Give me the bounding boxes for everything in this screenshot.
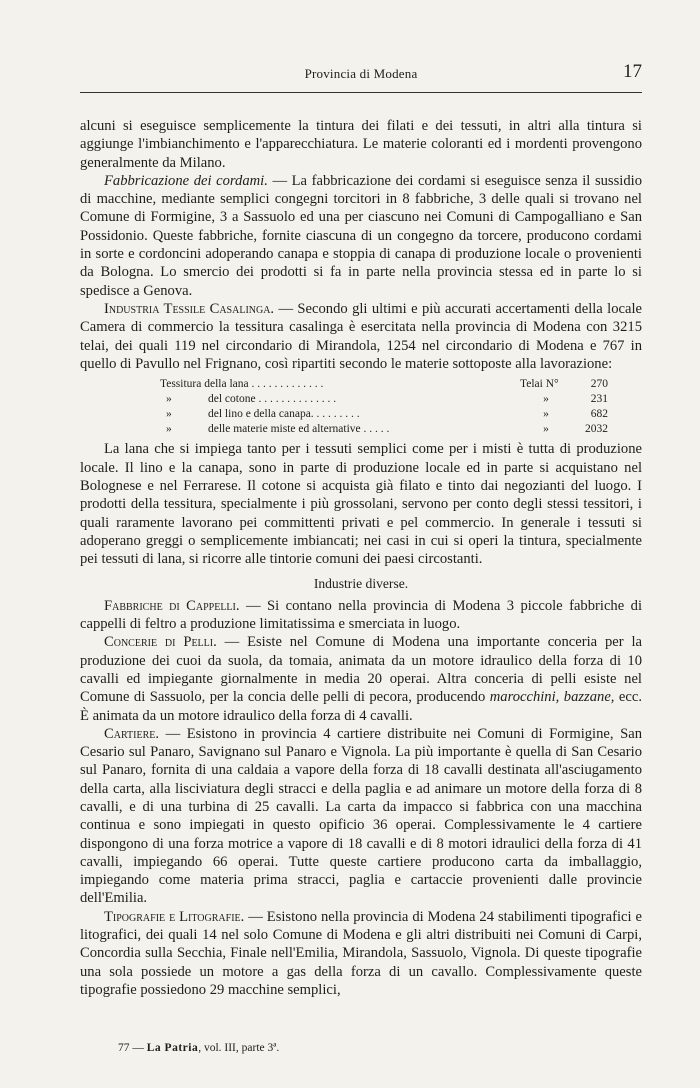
paragraph-heading: Concerie di Pelli. [104, 634, 217, 651]
table-row [160, 422, 608, 437]
paragraph-text: ecc. È animata da un motore idraulico della forza di 4 cavalli. [80, 689, 642, 724]
paragraph-heading: Industria Tessile Casalinga. [104, 300, 275, 317]
body-text [80, 117, 642, 999]
paragraph-tipografie [80, 908, 642, 999]
paragraph-heading: Tipografie e Litografie. [104, 908, 245, 925]
row-unit: Telai N° [520, 378, 559, 391]
paragraph-tessile-casalinga [80, 300, 642, 373]
paragraph-text: — Esistono nella provincia di Modena 24 stabilimenti tipografici e litografici, dei quali 14 nel solo Comune di Modena e gli altri distribuiti nei Comuni di Carpi, Concordia sulla Secchia, Finale nell'Emilia, Mirandola, Sassuolo, Vignola. Di queste tipografie una sola possiede un motore a gas della forza di un cavallo. Complessivamente queste tipografie possiedono 29 macchine semplici, [80, 908, 642, 998]
paragraph-text: — Secondo gli ultimi e più accurati accertamenti della locale Camera di commercio la tessitura casalinga è esercitata nella provincia di Modena con 3215 telai, dei quali 119 nel circondario di Mirandola, 1254 nel circondario di Modena e 767 in quello di Pavullo nel Frignano, così ripartiti secondo le materie sottoposte alla lavorazione: [80, 300, 642, 372]
row-value: 2032 [585, 422, 608, 435]
paragraph-text: La lana che si impiega tanto per i tessuti semplici come per i misti è tutta di produzione locale. Il lino e la canapa, sono in parte di produzione locale ed in parte si acquistano nel Bolognese e nel Ferrarese. Il cotone si acquista già filato e tinto dai negozianti del luogo. I prodotti della tessitura, specialmente i più grossolani, servono per conto degli stessi tessitori, i quali raramente lavorano pei committenti privati e pel commercio. In generale i tessuti si adoperano greggi o semplicemente imbiancati; nei casi in cui si operi la tintura, specialmente pei tessuti di lana, si ricorre alle tintorie comuni dei paesi circostanti. [80, 441, 642, 568]
row-label: » delle materie miste ed alternative . . . . . [160, 422, 520, 437]
paragraph-text: alcuni si eseguisce semplicemente la tintura dei filati e dei tessuti, in altri alla tintura si aggiunge l'imbianchimento e l'apparecchiatura. Le materie coloranti ed i mordenti provengono generalmente da Milano. [80, 118, 642, 171]
paragraph-cordami [80, 172, 642, 300]
running-title: Provincia di Modena [304, 66, 418, 81]
table-row [160, 407, 608, 422]
row-value: 231 [590, 392, 608, 405]
publication-title: La Patria [146, 1042, 199, 1054]
paragraph-heading: Fabbricazione dei cordami. [104, 172, 268, 189]
ditto-mark: » [166, 392, 172, 405]
paragraph-tintura [80, 117, 642, 172]
page-footer [118, 1042, 279, 1054]
row-value: 270 [590, 378, 608, 391]
section-title: Industrie diverse. [313, 576, 409, 592]
row-value: 682 [590, 407, 608, 420]
paragraph-heading: Fabbriche di Cappelli. [104, 597, 240, 614]
row-label: Tessitura della lana . . . . . . . . . . . . . [160, 378, 324, 391]
row-label: » del lino e della canapa. . . . . . . . . [160, 407, 520, 422]
paragraph-text: — Esiste nel Comune di Modena una importante conceria per la produzione dei cuoi da suola, da tomaia, animata da un motore idraulico della forza di 10 cavalli ed impiegante giornalmente in media 20 operai. Altra conceria di pelli esiste nel Comune di Sassuolo, per la concia delle pelli di pecora, producendo [80, 634, 642, 706]
table-row [160, 377, 608, 392]
paragraph-italic: marocchini, bazzane, [489, 689, 615, 706]
volume-info: , vol. III, parte 3ª. [198, 1042, 280, 1054]
ditto-mark: » [166, 407, 172, 420]
page-header [80, 62, 642, 93]
ditto-mark: » [166, 422, 172, 435]
paragraph-cartiere [80, 725, 642, 908]
signature-mark: 77 — [118, 1042, 144, 1054]
row-unit: » [543, 392, 549, 405]
paragraph-text: — La fabbricazione dei cordami si eseguisce senza il sussidio di macchine, mediante semplici congegni torcitori in 8 fabbriche, 3 delle quali si trovano nel Comune di Formigine, 3 a Sassuolo ed una per ciascuno nei Comuni di Campogalliano e San Possidonio. Queste fabbriche, fornite ciascuna di un congegno da torcere, producono cordami in sorte e cordoncini adoperando canapa e stoppia di canapa di produzione locale o provenienti da Bologna. Lo smercio dei prodotti si fa in parte nella provincia stessa ed in parte lo si spedisce a Genova. [80, 172, 642, 299]
paragraph-cappelli [80, 597, 642, 634]
row-label: » del cotone . . . . . . . . . . . . . . [160, 392, 520, 407]
table-row [160, 392, 608, 407]
row-unit: » [543, 422, 549, 435]
paragraph-text: — Esistono in provincia 4 cartiere distribuite nei Comuni di Formigine, San Cesario sul Panaro, Savignano sul Panaro e Vignola. La più importante è quella di San Cesario sul Panaro, fornita di una caldaia a vapore della forza di 18 cavalli destinata all'asciugamento della carta, alla lisciviatura degli stracci e della paglia e ad animare un motore della forza di 8 cavalli, e di una turbina di 25 cavalli. La carta da impacco si fabbrica con una macchina continua e sono impiegati in questo opificio 36 operai. Complessivamente le 4 cartiere dispongono di una forza motrice a vapore di 18 cavalli e di 8 motori idraulici della forza di 41 cavalli, impiegando 66 operai. Tutte queste cartiere producono carta da imballaggio, impiegando come materia prima stracci, paglia e cartaccie provenienti dalle provincie dell'Emilia. [80, 725, 642, 907]
page-number: 17 [623, 61, 642, 82]
paragraph-heading: Cartiere. [104, 725, 159, 742]
paragraph-text: — Si contano nella provincia di Modena 3 piccole fabbriche di cappelli di feltro a produzione limitatissima e smerciata in luogo. [80, 597, 642, 633]
paragraph-lana [80, 440, 642, 568]
row-unit: » [543, 407, 549, 420]
paragraph-concerie [80, 633, 642, 724]
tessitura-table [160, 377, 608, 436]
